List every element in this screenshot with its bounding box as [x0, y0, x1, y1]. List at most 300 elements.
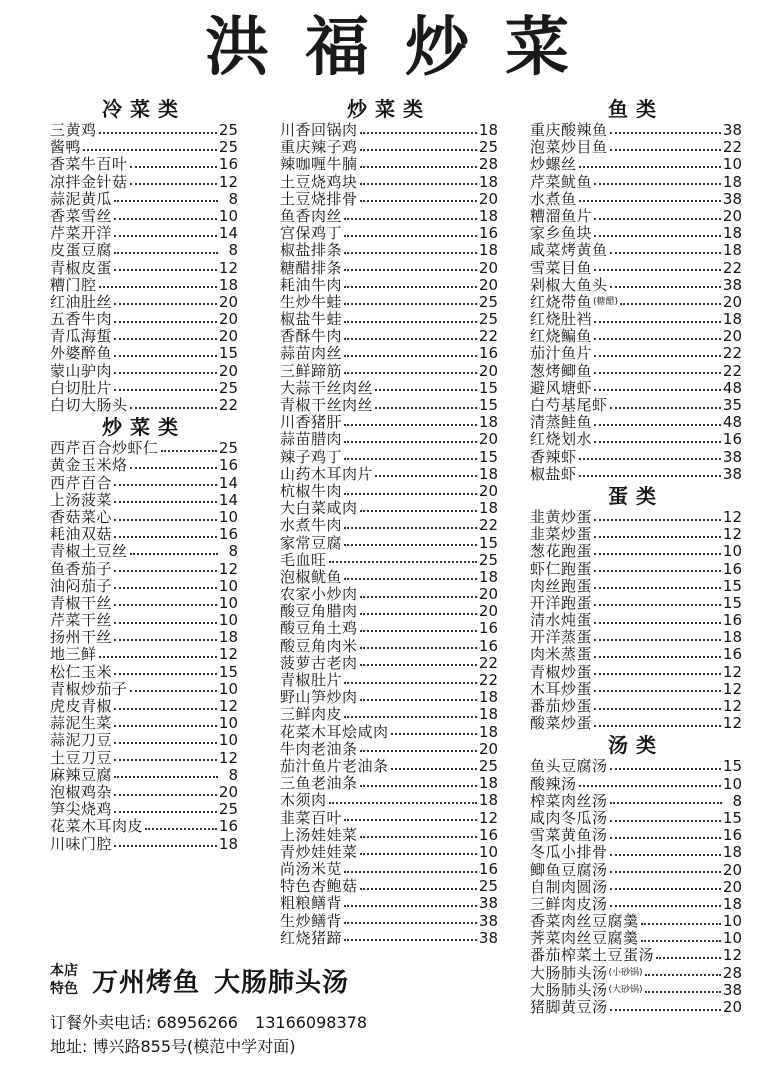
- menu-item: [280, 861, 498, 878]
- menu-item: [530, 191, 742, 208]
- menu-item: [50, 260, 238, 277]
- menu-item: [280, 517, 498, 534]
- menu-item: [530, 578, 742, 595]
- dot-leader: [344, 338, 477, 340]
- menu-item: [530, 156, 742, 173]
- menu-item: [50, 457, 238, 474]
- menu-item: [280, 895, 498, 912]
- menu-item: [50, 767, 238, 784]
- dot-leader: [594, 372, 721, 374]
- dot-leader: [114, 622, 217, 624]
- dish-price: 25: [478, 139, 498, 157]
- dish-price: 18: [478, 414, 498, 432]
- dish-name: 土豆烧排骨: [280, 190, 358, 208]
- dish-price: 16: [218, 156, 238, 174]
- dish-name: 辣咖喱牛腩: [280, 156, 358, 174]
- menu-item: [280, 792, 498, 809]
- dot-leader: [130, 166, 217, 168]
- dish-name: 大白菜咸肉: [280, 500, 358, 518]
- dish-name: 三鲜蹄筋: [280, 362, 343, 380]
- dish-name: 白芍基尾虾: [530, 397, 608, 414]
- menu-item: [530, 862, 742, 879]
- dot-leader: [99, 656, 217, 658]
- dot-leader: [610, 768, 721, 770]
- dish-price: 12: [722, 508, 742, 526]
- dish-price: 16: [722, 646, 742, 664]
- dish-name: 水煮牛肉: [280, 517, 343, 535]
- dot-leader: [344, 871, 477, 873]
- dish-name: 木耳炒蛋: [530, 680, 593, 698]
- dish-name: 青椒炒蛋: [530, 663, 593, 681]
- dish-name: 花菜木耳烩咸肉: [280, 723, 389, 741]
- dish-price: 38: [722, 465, 742, 483]
- menu-item: [530, 879, 742, 896]
- dish-price: 22: [478, 654, 498, 672]
- dish-name: 芹菜鱿鱼: [530, 173, 593, 191]
- menu-item: [280, 620, 498, 637]
- menu-item: [280, 638, 498, 655]
- menu-item: [530, 698, 742, 715]
- dot-leader: [594, 183, 721, 185]
- menu-item: [530, 982, 742, 999]
- dish-name: 番茄榨菜土豆蛋汤: [530, 947, 655, 965]
- dish-name: 川味门腔: [50, 835, 113, 853]
- dot-leader: [114, 389, 217, 391]
- dish-price: 18: [478, 207, 498, 225]
- dish-note: (糖醋): [593, 296, 619, 307]
- dish-name: 黄金玉米烙: [50, 457, 128, 475]
- menu-item: [530, 414, 742, 431]
- dish-price: 15: [722, 594, 742, 612]
- dish-price: 20: [218, 783, 238, 801]
- dish-name: 菠萝古老肉: [280, 654, 358, 672]
- dish-price: 12: [218, 646, 238, 664]
- dish-price: 16: [722, 827, 742, 845]
- dot-leader: [594, 269, 721, 271]
- dot-leader: [645, 991, 721, 993]
- specialty-label-line: 本店: [50, 963, 78, 979]
- menu-item: [280, 277, 498, 294]
- menu-item: [280, 672, 498, 689]
- dish-name: 青椒干丝: [50, 594, 113, 612]
- dish-price: 10: [218, 594, 238, 612]
- dish-name: 香辣虾: [530, 448, 577, 466]
- menu-item: [50, 612, 238, 629]
- dot-leader: [114, 338, 217, 340]
- dish-price: 12: [218, 173, 238, 191]
- menu-item: [280, 294, 498, 311]
- dish-price: 16: [478, 345, 498, 363]
- menu-item: [280, 431, 498, 448]
- dish-price: 8: [228, 242, 238, 260]
- dish-note: (小砂锅): [608, 967, 643, 978]
- dish-name: 韭黄炒蛋: [530, 508, 593, 526]
- dish-name: 川香回锅肉: [280, 122, 358, 139]
- menu-item: [530, 664, 742, 681]
- dish-price: 28: [478, 156, 498, 174]
- dish-price: 20: [478, 190, 498, 208]
- dish-name: 糟门腔: [50, 276, 97, 294]
- menu-item: [280, 844, 498, 861]
- dish-price: 12: [218, 259, 238, 277]
- dish-name: 茄汁鱼片: [530, 345, 593, 363]
- dish-name: 酱鸭: [50, 139, 82, 157]
- dish-price: 15: [722, 577, 742, 595]
- dish-price: 16: [218, 457, 238, 475]
- menu-item: [50, 629, 238, 646]
- dish-price: 22: [478, 672, 498, 689]
- dish-name: 香菜牛百叶: [50, 156, 128, 174]
- dish-name: 酸菜炒蛋: [530, 715, 593, 733]
- dish-name: 重庆辣子鸡: [280, 139, 358, 157]
- specialty-banner: [50, 958, 490, 1002]
- menu-item: [280, 689, 498, 706]
- dish-price: 10: [722, 930, 742, 948]
- dish-price: 15: [722, 758, 742, 776]
- dish-name: 青椒干丝肉丝: [280, 397, 374, 414]
- dish-price: 18: [478, 706, 498, 724]
- dish-name: 香菜雪丝: [50, 207, 113, 225]
- dot-leader: [656, 957, 721, 959]
- menu-item: [50, 380, 238, 397]
- dot-leader: [610, 286, 721, 288]
- dish-price: 28: [722, 964, 742, 982]
- dish-price: 10: [218, 680, 238, 698]
- menu-item: [50, 750, 238, 767]
- dish-price: 20: [478, 259, 498, 277]
- dish-price: 20: [722, 861, 742, 879]
- menu-item: [50, 208, 238, 225]
- dish-price: 22: [722, 139, 742, 157]
- dish-price: 18: [722, 242, 742, 260]
- dish-price: 22: [722, 259, 742, 277]
- menu-item: [280, 706, 498, 723]
- dot-leader: [344, 527, 477, 529]
- dot-leader: [610, 837, 721, 839]
- dot-leader: [344, 578, 477, 580]
- dish-name: 生炒鳝背: [280, 912, 343, 930]
- dish-name: 农家小炒肉: [280, 586, 358, 604]
- dish-name: 上汤娃娃菜: [280, 826, 358, 844]
- dot-leader: [594, 622, 721, 624]
- dot-leader: [360, 647, 477, 649]
- dish-price: 12: [218, 560, 238, 578]
- dish-name: 开洋蒸蛋: [530, 629, 593, 647]
- dish-name: 五香牛肉: [50, 311, 113, 329]
- dot-leader: [360, 596, 477, 598]
- dish-name: 鲫鱼豆腐汤: [530, 861, 608, 879]
- menu-item: [530, 913, 742, 930]
- dot-leader: [594, 725, 721, 727]
- menu-item: [280, 552, 498, 569]
- dish-name: 葱花跑蛋: [530, 543, 593, 561]
- dish-price: 20: [478, 276, 498, 294]
- menu-item: [530, 466, 742, 483]
- dish-name: 韭菜炒蛋: [530, 526, 593, 544]
- dish-price: 8: [732, 792, 742, 810]
- dot-leader: [114, 321, 217, 323]
- dish-name: 土豆刀豆: [50, 749, 113, 767]
- dot-leader: [114, 725, 217, 727]
- dish-price: 12: [218, 698, 238, 715]
- menu-item: [530, 260, 742, 277]
- phone-label: 订餐外卖电话:: [50, 1013, 152, 1032]
- dot-leader: [610, 1009, 721, 1011]
- dish-name: 自制肉圆汤: [530, 878, 608, 896]
- dish-name: 麻辣豆腐: [50, 766, 113, 784]
- menu-item: [50, 836, 238, 853]
- dish-price: 8: [228, 190, 238, 208]
- menu-item: [530, 543, 742, 560]
- menu-item: [50, 715, 238, 732]
- dot-leader: [360, 750, 477, 752]
- dish-price: 22: [722, 345, 742, 363]
- dish-name: 皮蛋豆腐: [50, 242, 113, 260]
- dish-price: 16: [478, 225, 498, 243]
- dish-name: 红烧带鱼: [530, 293, 593, 311]
- dish-price: 10: [722, 913, 742, 931]
- menu-item: [280, 483, 498, 500]
- dot-leader: [114, 252, 218, 254]
- dot-leader: [360, 699, 477, 701]
- dish-price: 25: [218, 379, 238, 397]
- dish-price: 8: [228, 766, 238, 784]
- menu-item: [530, 793, 742, 810]
- dot-leader: [114, 536, 217, 538]
- menu-item: [50, 139, 238, 156]
- dish-price: 25: [218, 801, 238, 819]
- dot-leader: [344, 716, 477, 718]
- dot-leader: [344, 252, 477, 254]
- dot-leader: [594, 673, 721, 675]
- dot-leader: [114, 570, 217, 572]
- dish-name: 上汤菠菜: [50, 491, 113, 509]
- dot-leader: [579, 785, 721, 787]
- dish-price: 20: [478, 740, 498, 758]
- menu-item: [50, 543, 238, 560]
- dish-price: 15: [722, 809, 742, 827]
- dish-name: 三鱼老油条: [280, 775, 358, 793]
- dish-name: 虾仁跑蛋: [530, 560, 593, 578]
- menu-item: [280, 569, 498, 586]
- dot-leader: [114, 794, 217, 796]
- dot-leader: [114, 811, 217, 813]
- dot-leader: [114, 235, 217, 237]
- dot-leader: [360, 183, 477, 185]
- dot-leader: [344, 424, 477, 426]
- dish-name: 家常豆腐: [280, 534, 343, 552]
- dish-price: 16: [722, 560, 742, 578]
- menu-item: [50, 681, 238, 698]
- dish-price: 14: [218, 474, 238, 492]
- dot-leader: [360, 888, 477, 890]
- dish-price: 12: [722, 715, 742, 733]
- dot-leader: [360, 853, 477, 855]
- dish-name: 泡椒鱿鱼: [280, 568, 343, 586]
- dot-leader: [114, 200, 218, 202]
- dot-leader: [344, 905, 477, 907]
- dot-leader: [114, 303, 217, 305]
- dot-leader: [145, 828, 217, 830]
- menu-item: [530, 345, 742, 362]
- dish-name: 青椒土豆丝: [50, 543, 128, 561]
- dot-leader: [130, 467, 217, 469]
- menu-item: [50, 595, 238, 612]
- dish-name: 笋尖烧鸡: [50, 801, 113, 819]
- dish-name: 蒜泥黄瓜: [50, 190, 113, 208]
- section-header: 鱼类: [608, 97, 664, 121]
- address-text: 博兴路855号(模范中学对面): [92, 1037, 296, 1056]
- menu-item: [50, 225, 238, 242]
- dish-price: 22: [218, 397, 238, 414]
- menu-item: [530, 526, 742, 543]
- dish-name: 芹菜开洋: [50, 225, 113, 243]
- menu-item: [50, 801, 238, 818]
- dot-leader: [360, 630, 477, 632]
- dish-price: 14: [218, 225, 238, 243]
- menu-item: [530, 311, 742, 328]
- menu-item: [280, 345, 498, 362]
- dot-leader: [610, 820, 721, 822]
- dish-price: 18: [478, 465, 498, 483]
- dish-price: 15: [478, 534, 498, 552]
- dot-leader: [344, 682, 477, 684]
- dish-name: 糟溜鱼片: [530, 207, 593, 225]
- dot-leader: [610, 407, 721, 409]
- menu-item: [280, 586, 498, 603]
- dish-price: 25: [478, 551, 498, 569]
- dish-name: 椒盐排条: [280, 242, 343, 260]
- menu-item: [530, 242, 742, 259]
- restaurant-title: [0, 8, 774, 88]
- dot-leader: [344, 269, 477, 271]
- dot-leader: [594, 519, 721, 521]
- dish-price: 15: [478, 379, 498, 397]
- dish-price: 18: [722, 173, 742, 191]
- dish-name: 酸豆角土鸡: [280, 620, 358, 638]
- dish-price: 18: [218, 629, 238, 647]
- dot-leader: [594, 553, 721, 555]
- menu-item: [530, 646, 742, 663]
- menu-item: [280, 775, 498, 792]
- menu-item: [50, 311, 238, 328]
- dish-name: 椒盐虾: [530, 465, 577, 483]
- dot-leader: [344, 458, 477, 460]
- menu-item: [50, 191, 238, 208]
- dish-name: 青椒皮蛋: [50, 259, 113, 277]
- dish-price: 25: [478, 878, 498, 896]
- dish-name: 红油肚丝: [50, 293, 113, 311]
- dish-price: 10: [218, 508, 238, 526]
- section-header: 汤类: [608, 733, 664, 758]
- dish-price: 20: [478, 482, 498, 500]
- menu-item: [280, 449, 498, 466]
- dish-price: 20: [722, 328, 742, 346]
- dish-name: 红烧肚裆: [530, 311, 593, 329]
- dish-price: 10: [722, 543, 742, 561]
- menu-item: [280, 741, 498, 758]
- dot-leader: [344, 441, 477, 443]
- dot-leader: [610, 252, 721, 254]
- dish-name: 蒜泥刀豆: [50, 732, 113, 750]
- dot-leader: [594, 424, 721, 426]
- dish-name: 芹菜干丝: [50, 612, 113, 630]
- dish-name: 炒螺丝: [530, 156, 577, 174]
- dish-price: 20: [478, 431, 498, 449]
- dot-leader: [579, 166, 721, 168]
- menu-item: [280, 208, 498, 225]
- specialty-label: [50, 962, 78, 998]
- dot-leader: [610, 871, 721, 873]
- dish-name: 牛肉老油条: [280, 740, 358, 758]
- dish-price: 18: [478, 500, 498, 518]
- menu-item: [530, 294, 742, 311]
- dish-name: 猪脚黄豆汤: [530, 999, 608, 1016]
- dish-name: 地三鲜: [50, 646, 97, 664]
- dish-name: 番茄炒蛋: [530, 698, 593, 715]
- dot-leader: [391, 733, 477, 735]
- dish-price: 18: [478, 723, 498, 741]
- dish-price: 38: [478, 895, 498, 913]
- dish-price: 38: [722, 276, 742, 294]
- dish-name: 荠菜肉丝豆腐羹: [530, 930, 639, 948]
- dot-leader: [375, 475, 477, 477]
- menu-item: [50, 277, 238, 294]
- menu-item: [530, 947, 742, 964]
- dot-leader: [360, 200, 477, 202]
- menu-item: [280, 260, 498, 277]
- dish-name: 蒜泥生菜: [50, 715, 113, 733]
- menu-item: [530, 174, 742, 191]
- menu-item: [50, 294, 238, 311]
- menu-item: [50, 526, 238, 543]
- dot-leader: [344, 321, 477, 323]
- dish-name: 香菇菜心: [50, 508, 113, 526]
- dish-name: 毛血旺: [280, 551, 327, 569]
- dot-leader: [130, 553, 218, 555]
- menu-column-left: [50, 96, 238, 853]
- dot-leader: [344, 939, 477, 941]
- dish-price: 12: [722, 680, 742, 698]
- dish-price: 16: [478, 620, 498, 638]
- dot-leader: [360, 510, 477, 512]
- dish-price: 20: [218, 293, 238, 311]
- menu-item: [280, 466, 498, 483]
- dot-leader: [360, 664, 477, 666]
- dish-name: 清水炖蛋: [530, 612, 593, 630]
- menu-item: [530, 449, 742, 466]
- dish-name: 避风塘虾: [530, 379, 593, 397]
- dish-price: 18: [478, 242, 498, 260]
- dot-leader: [114, 776, 218, 778]
- dish-price: 18: [478, 689, 498, 707]
- dish-price: 25: [218, 139, 238, 157]
- dot-leader: [360, 149, 477, 151]
- dot-leader: [114, 708, 217, 710]
- section-header: 蛋类: [608, 483, 664, 508]
- dish-price: 20: [218, 328, 238, 346]
- dot-leader: [329, 561, 477, 563]
- dot-leader: [594, 570, 721, 572]
- dot-leader: [610, 149, 721, 151]
- dot-leader: [594, 389, 721, 391]
- title-char: 炒: [405, 10, 469, 85]
- dot-leader: [114, 269, 217, 271]
- dish-name: 糖醋排条: [280, 259, 343, 277]
- dot-leader: [114, 604, 217, 606]
- menu-item: [280, 724, 498, 741]
- dish-price: 10: [218, 577, 238, 595]
